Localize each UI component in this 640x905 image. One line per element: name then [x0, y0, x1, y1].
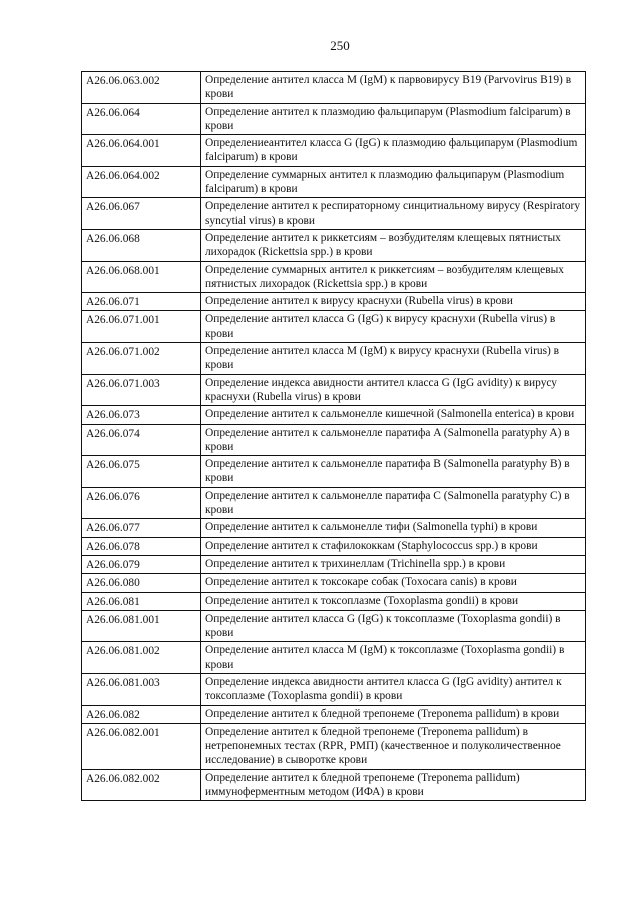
service-name-cell: Определение суммарных антител к риккетсиям – возбудителям клещевых пятнистых лихорадок (Rickettsia spp.) в крови — [201, 261, 586, 293]
service-name-cell: Определение антител к риккетсиям – возбудителям клещевых пятнистых лихорадок (Rickettsia spp.) в крови — [201, 229, 586, 261]
page-number: 250 — [330, 38, 350, 53]
service-name-cell: Определение антител к респираторному синцитиальному вирусу (Respiratory syncytial virus) в крови — [201, 198, 586, 230]
service-code-cell: A26.06.076 — [82, 487, 201, 519]
service-name-cell: Определение антител к бледной трепонеме (Treponema pallidum) в нетрепонемных тестах (RPR, PMП) (качественное и полуколичественное исследование) в сыворотке крови — [201, 723, 586, 769]
table-row — [82, 555, 586, 573]
service-code-cell: A26.06.074 — [82, 424, 201, 456]
service-code-cell: A26.06.075 — [82, 456, 201, 488]
service-name-cell: Определение антител к токсокаре собак (Toxocara canis) в крови — [201, 574, 586, 592]
service-name-cell: Определение антител к сальмонелле тифи (Salmonella typhi) в крови — [201, 519, 586, 537]
table-row — [82, 705, 586, 723]
service-code-cell: A26.06.071 — [82, 293, 201, 311]
service-name-cell: Определение антител класса M (IgM) к парвовирусу B19 (Parvovirus B19) в крови — [201, 72, 586, 104]
table-row — [82, 769, 586, 801]
table-row — [82, 723, 586, 769]
service-name-cell: Определение антител к бледной трепонеме (Treponema pallidum) иммуноферментным методом (ИФА) в крови — [201, 769, 586, 801]
service-code-cell: A26.06.082.001 — [82, 723, 201, 769]
table-row — [82, 406, 586, 424]
table-row — [82, 198, 586, 230]
service-code-cell: A26.06.068.001 — [82, 261, 201, 293]
service-name-cell: Определение антител к сальмонелле кишечной (Salmonella enterica) в крови — [201, 406, 586, 424]
service-name-cell: Определение антител класса G (IgG) к токсоплазме (Toxoplasma gondii) в крови — [201, 610, 586, 642]
service-code-cell: A26.06.071.003 — [82, 374, 201, 406]
table-row — [82, 343, 586, 375]
service-codes-table — [81, 71, 586, 801]
table-body — [82, 72, 586, 801]
table-row — [82, 261, 586, 293]
service-code-cell: A26.06.063.002 — [82, 72, 201, 104]
table-row — [82, 642, 586, 674]
service-name-cell: Определение антител к сальмонелле паратифа C (Salmonella paratyphy C) в крови — [201, 487, 586, 519]
service-code-cell: A26.06.081.002 — [82, 642, 201, 674]
service-code-cell: A26.06.071.001 — [82, 311, 201, 343]
service-name-cell: Определение антител класса M (IgM) к вирусу краснухи (Rubella virus) в крови — [201, 343, 586, 375]
service-name-cell: Определение антител к сальмонелле паратифа B (Salmonella paratyphy B) в крови — [201, 456, 586, 488]
table-row — [82, 487, 586, 519]
table-row — [82, 72, 586, 104]
table-row — [82, 424, 586, 456]
table-row — [82, 537, 586, 555]
table-row — [82, 592, 586, 610]
table-row — [82, 311, 586, 343]
table-row — [82, 456, 586, 488]
table-row — [82, 673, 586, 705]
service-name-cell: Определение антител к трихинеллам (Trichinella spp.) в крови — [201, 555, 586, 573]
table-row — [82, 229, 586, 261]
service-name-cell: Определение антител к сальмонелле паратифа A (Salmonella paratyphy A) в крови — [201, 424, 586, 456]
table-row — [82, 166, 586, 198]
service-code-cell: A26.06.067 — [82, 198, 201, 230]
table-row — [82, 293, 586, 311]
service-code-cell: A26.06.081 — [82, 592, 201, 610]
service-code-cell: A26.06.079 — [82, 555, 201, 573]
service-code-cell: A26.06.077 — [82, 519, 201, 537]
service-name-cell: Определение антител к вирусу краснухи (Rubella virus) в крови — [201, 293, 586, 311]
service-code-cell: A26.06.064.002 — [82, 166, 201, 198]
service-code-cell: A26.06.082.002 — [82, 769, 201, 801]
service-code-cell: A26.06.081.003 — [82, 673, 201, 705]
service-name-cell: Определение суммарных антител к плазмодию фальципарум (Plasmodium falciparum) в крови — [201, 166, 586, 198]
service-name-cell: Определение антител класса M (IgM) к токсоплазме (Toxoplasma gondii) в крови — [201, 642, 586, 674]
service-code-cell: A26.06.064.001 — [82, 135, 201, 167]
service-name-cell: Определениеантител класса G (IgG) к плазмодию фальципарум (Plasmodium falciparum) в крови — [201, 135, 586, 167]
service-name-cell: Определение антител к стафилококкам (Staphylococcus spp.) в крови — [201, 537, 586, 555]
service-name-cell: Определение индекса авидности антител класса G (IgG avidity) к вирусу краснухи (Rubella virus) в крови — [201, 374, 586, 406]
service-name-cell: Определение антител к плазмодию фальципарум (Plasmodium falciparum) в крови — [201, 103, 586, 135]
service-name-cell: Определение антител к токсоплазме (Toxoplasma gondii) в крови — [201, 592, 586, 610]
table-row — [82, 103, 586, 135]
table-row — [82, 574, 586, 592]
table-row — [82, 610, 586, 642]
service-code-cell: A26.06.078 — [82, 537, 201, 555]
service-name-cell: Определение индекса авидности антител класса G (IgG avidity) антител к токсоплазме (Toxoplasma gondii) в крови — [201, 673, 586, 705]
service-code-cell: A26.06.082 — [82, 705, 201, 723]
service-code-cell: A26.06.073 — [82, 406, 201, 424]
service-code-cell: A26.06.071.002 — [82, 343, 201, 375]
table-row — [82, 374, 586, 406]
service-name-cell: Определение антител к бледной трепонеме (Treponema pallidum) в крови — [201, 705, 586, 723]
table-row — [82, 519, 586, 537]
service-code-cell: A26.06.081.001 — [82, 610, 201, 642]
service-name-cell: Определение антител класса G (IgG) к вирусу краснухи (Rubella virus) в крови — [201, 311, 586, 343]
table-row — [82, 135, 586, 167]
service-code-cell: A26.06.064 — [82, 103, 201, 135]
service-code-cell: A26.06.080 — [82, 574, 201, 592]
service-code-cell: A26.06.068 — [82, 229, 201, 261]
